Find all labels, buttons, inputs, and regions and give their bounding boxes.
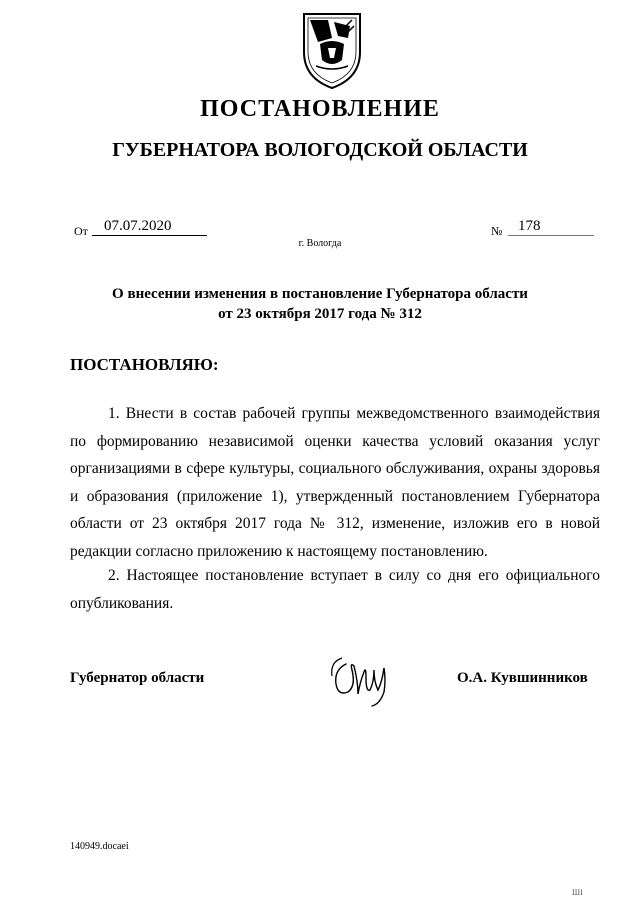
document-number: 178	[518, 218, 541, 234]
date-underline	[92, 235, 207, 236]
document-subtitle: ГУБЕРНАТОРА ВОЛОГОДСКОЙ ОБЛАСТИ	[112, 139, 528, 161]
file-code: 140949.docaei	[70, 841, 129, 852]
city-label: г. Вологда	[298, 238, 342, 249]
document-subject	[80, 284, 560, 324]
paragraph-2: 2. Настоящее постановление вступает в силу со дня его официального опубликования.	[70, 567, 600, 612]
document-date: 07.07.2020	[104, 218, 172, 234]
subject-line-2: от 23 октября 2017 года № 312	[218, 306, 422, 322]
decree-heading: ПОСТАНОВЛЯЮ:	[70, 355, 219, 374]
coat-of-arms-icon	[298, 8, 366, 92]
number-prefix: №	[491, 224, 503, 238]
signatory-title: Губернатор области	[70, 670, 205, 686]
signatory-name: О.А. Кувшинников	[457, 670, 588, 686]
handwritten-signature	[328, 652, 400, 710]
paragraph-1: 1. Внести в состав рабочей группы межведомственного взаимодействия по формированию независимой оценки качества условий оказания услуг организациями в сфере культуры, социального обслуживания, охраны здоровья и образования (приложение 1), утвержденный постановлением Губернатора области от 23 октября 2017 года № 312, изменение, изложив его в новой редакции согласно приложению к настоящему постановлению.	[70, 405, 600, 560]
number-underline	[508, 235, 594, 236]
subject-line-1: О внесении изменения в постановление Губернатора области	[112, 286, 528, 302]
corner-mark: ШI	[572, 888, 583, 897]
document-title: ПОСТАНОВЛЕНИЕ	[200, 96, 440, 122]
date-prefix: От	[74, 224, 88, 238]
